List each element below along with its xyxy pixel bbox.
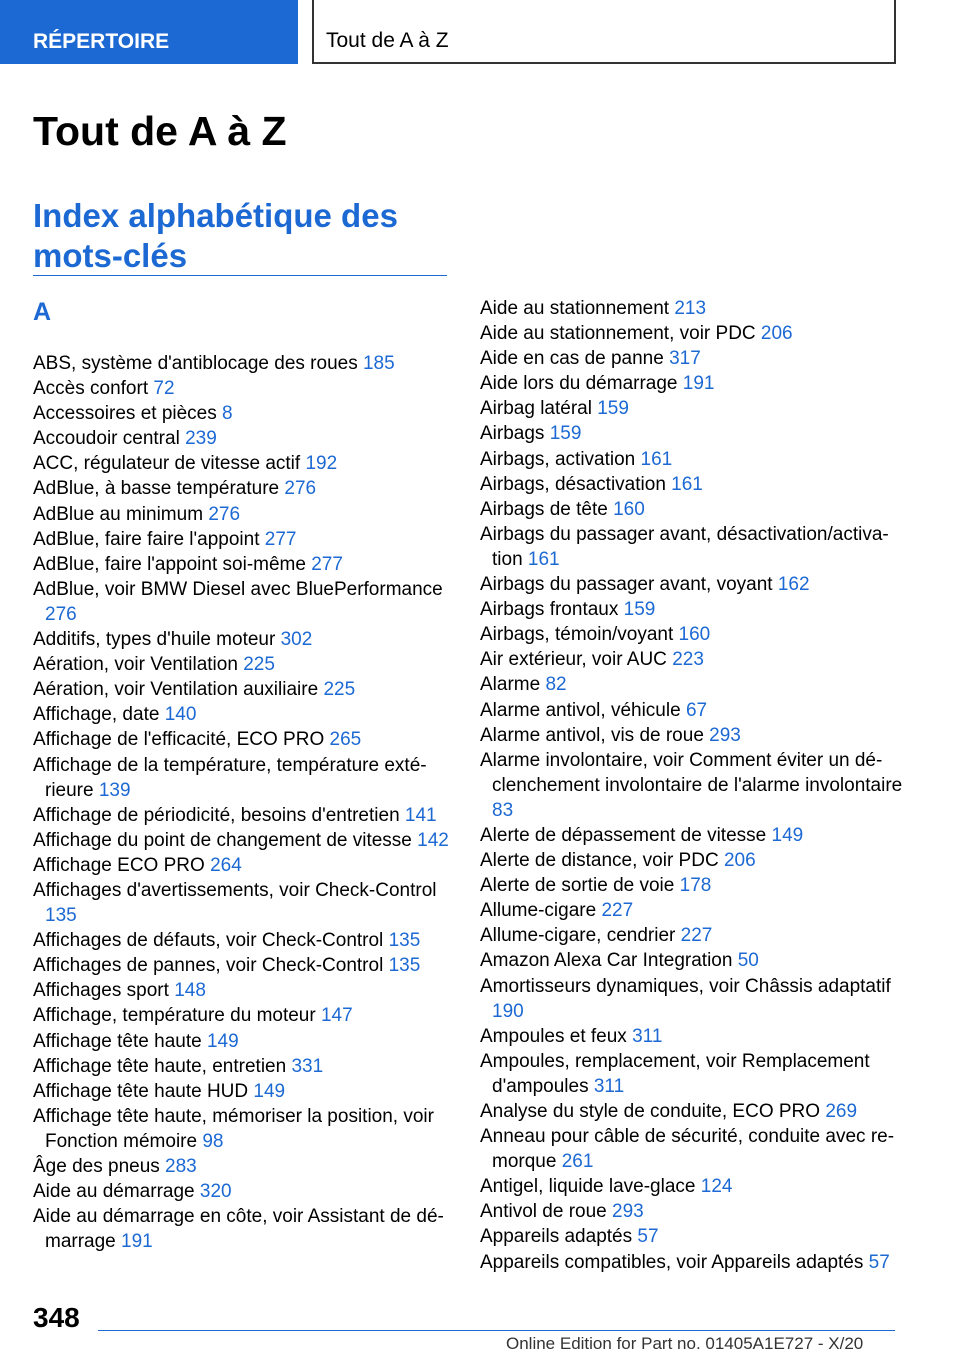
index-entry xyxy=(33,1054,453,1079)
footer-divider xyxy=(98,1330,895,1331)
index-entry-page-link[interactable]: 277 xyxy=(311,553,343,575)
index-entry-page-link[interactable]: 135 xyxy=(388,930,421,952)
index-entry-page-link[interactable]: 206 xyxy=(723,850,756,872)
index-entry-page-link[interactable]: 139 xyxy=(98,779,131,801)
index-entry-page-link[interactable]: 57 xyxy=(637,1226,659,1248)
index-entry xyxy=(480,948,910,973)
index-entry-page-link[interactable]: 161 xyxy=(640,448,673,470)
index-entry-page-link[interactable]: 83 xyxy=(492,799,514,821)
index-entry-page-link[interactable]: 82 xyxy=(545,674,567,696)
index-entry-page-link[interactable]: 239 xyxy=(185,428,217,450)
index-entry-term: Affichage, température du moteur xyxy=(33,1005,316,1027)
index-entry-term: Airbags de tête xyxy=(480,498,608,520)
index-entry-page-link[interactable]: 8 xyxy=(222,403,233,425)
index-entry-term: Airbags du passager avant, voyant xyxy=(480,574,773,596)
index-entry xyxy=(33,552,453,577)
index-entry xyxy=(480,1024,910,1049)
index-entry-term: ABS, système d'antiblocage des roues xyxy=(33,353,358,374)
index-entry-term: Affichage tête haute, mémoriser la position, voir Fonction mémoire xyxy=(33,1105,434,1152)
index-entry xyxy=(33,1154,453,1179)
index-entry-page-link[interactable]: 67 xyxy=(685,699,708,721)
index-entry-page-link[interactable]: 311 xyxy=(632,1025,663,1047)
page-subtitle: Index alphabétique des mots-clés xyxy=(33,197,398,274)
index-entry-term: Allume-cigare xyxy=(480,900,597,922)
index-entry-page-link[interactable]: 227 xyxy=(601,900,634,922)
index-entry xyxy=(480,497,910,522)
index-entry xyxy=(33,1104,453,1154)
index-entry-term: Aide au stationnement xyxy=(480,298,670,319)
index-entry xyxy=(480,672,910,697)
index-entry-page-link[interactable]: 225 xyxy=(323,679,356,701)
index-entry-term: Aide au stationnement, voir PDC xyxy=(480,323,756,345)
index-entry-page-link[interactable]: 320 xyxy=(199,1181,232,1203)
index-entry xyxy=(480,622,910,647)
index-entry xyxy=(33,677,453,702)
index-entry-term: Airbag latéral xyxy=(480,398,592,420)
index-entry-term: Aide au démarrage xyxy=(33,1181,195,1203)
index-entry xyxy=(33,753,453,803)
index-entry xyxy=(33,577,453,627)
index-entry xyxy=(480,597,910,622)
index-entry-term: Alerte de sortie de voie xyxy=(480,875,675,897)
index-entry-page-link[interactable]: 265 xyxy=(329,729,362,751)
index-entry-term: Alarme antivol, véhicule xyxy=(480,699,681,721)
index-entry-term: AdBlue, à basse température xyxy=(33,478,280,500)
index-entry xyxy=(33,1179,453,1204)
index-entry-page-link[interactable]: 192 xyxy=(305,453,338,475)
index-entry xyxy=(33,502,453,527)
index-entry xyxy=(480,572,910,597)
index-entry-page-link[interactable]: 148 xyxy=(174,980,206,1002)
index-entry-page-link[interactable]: 178 xyxy=(679,875,712,897)
index-entry xyxy=(480,1250,910,1275)
index-entry xyxy=(480,296,910,321)
index-entry xyxy=(480,1224,910,1249)
index-entry-page-link[interactable]: 135 xyxy=(45,905,77,927)
footer-edition: Online Edition for Part no. 01405A1E727 - X/20 xyxy=(506,1334,864,1353)
subtitle-divider xyxy=(33,275,447,276)
index-entry xyxy=(480,371,910,396)
index-entry xyxy=(480,698,910,723)
index-entry xyxy=(480,823,910,848)
index-entry-term: ACC, régulateur de vitesse actif xyxy=(33,453,301,475)
index-entry-term: Aération, voir Ventilation auxiliaire xyxy=(33,679,319,701)
index-entry-page-link[interactable]: 276 xyxy=(208,503,241,525)
index-entry-page-link[interactable]: 50 xyxy=(737,950,759,972)
index-entry-term: Airbags xyxy=(480,423,545,445)
index-entry xyxy=(33,527,453,552)
index-entry xyxy=(480,447,910,472)
index-entry-page-link[interactable]: 159 xyxy=(597,398,629,420)
index-entry-page-link[interactable]: 159 xyxy=(623,599,656,621)
index-entry-term: Âge des pneus xyxy=(33,1156,160,1177)
index-entry xyxy=(480,396,910,421)
index-entry-term: Accessoires et pièces xyxy=(33,403,217,425)
index-entry xyxy=(480,873,910,898)
index-entry-page-link[interactable]: 140 xyxy=(164,704,197,726)
index-entry-page-link[interactable]: 162 xyxy=(777,574,810,596)
index-entry-page-link[interactable]: 227 xyxy=(680,925,713,947)
index-entry-page-link[interactable]: 147 xyxy=(320,1005,353,1027)
index-entry xyxy=(33,1079,453,1104)
running-header xyxy=(312,0,896,64)
index-entry xyxy=(480,321,910,346)
index-entry-page-link[interactable]: 160 xyxy=(678,624,711,646)
index-entry-page-link[interactable]: 283 xyxy=(165,1156,197,1177)
index-entry xyxy=(480,472,910,497)
index-entry-term: Alerte de distance, voir PDC xyxy=(480,850,719,872)
index-entry-page-link[interactable]: 142 xyxy=(417,829,449,851)
index-entry-term: Affichages de pannes, voir Check-Control xyxy=(33,955,384,977)
index-entry-page-link[interactable]: 160 xyxy=(613,498,645,520)
index-entry-term: Affichage de l'efficacité, ECO PRO xyxy=(33,729,325,751)
index-entry-page-link[interactable]: 185 xyxy=(362,353,395,374)
index-entry-term: Alerte de dépassement de vitesse xyxy=(480,824,767,846)
index-entry xyxy=(480,346,910,371)
section-tab-label: RÉPERTOIRE xyxy=(33,30,170,53)
index-entry-page-link[interactable]: 293 xyxy=(612,1201,644,1223)
index-entry-page-link[interactable]: 124 xyxy=(700,1176,733,1198)
running-header-title: Tout de A à Z xyxy=(326,29,449,52)
index-entry xyxy=(480,1174,910,1199)
index-letter-heading: A xyxy=(33,298,52,326)
index-column-left xyxy=(33,351,453,1254)
index-entry-term: Airbags du passager avant, désactivation/activation xyxy=(480,523,889,570)
index-entry xyxy=(33,978,453,1003)
index-entry-term: Affichage tête haute, entretien xyxy=(33,1055,287,1077)
index-entry xyxy=(33,878,453,928)
index-entry-page-link[interactable]: 302 xyxy=(280,629,313,651)
index-entry-term: Affichage tête haute HUD xyxy=(33,1080,249,1102)
index-entry-page-link[interactable]: 141 xyxy=(404,804,437,826)
index-entry xyxy=(33,803,453,828)
index-entry-page-link[interactable]: 311 xyxy=(593,1075,625,1097)
index-entry-term: Alarme involontaire, voir Comment éviter un déclenchement involontaire de l'alarme involontaire xyxy=(480,749,903,796)
index-entry-page-link[interactable]: 191 xyxy=(121,1231,153,1253)
index-entry xyxy=(33,351,453,376)
index-entry-term: Antivol de roue xyxy=(480,1201,607,1223)
index-entry xyxy=(33,376,453,401)
index-entry-page-link[interactable]: 135 xyxy=(388,955,421,977)
index-column-right xyxy=(480,296,910,1275)
index-entry xyxy=(33,652,453,677)
index-entry-term: AdBlue, faire l'appoint soi-même xyxy=(33,553,306,575)
index-entry xyxy=(33,1204,453,1254)
index-entry-term: Affichages de défauts, voir Check-Control xyxy=(33,930,384,952)
index-entry-term: Affichages sport xyxy=(33,980,169,1002)
index-entry xyxy=(33,426,453,451)
index-entry-page-link[interactable]: 213 xyxy=(674,298,707,319)
index-entry-term: Anneau pour câble de sécurité, conduite avec remorque xyxy=(480,1126,895,1173)
index-entry xyxy=(480,421,910,446)
index-entry-term: Amortisseurs dynamiques, voir Châssis adaptatif xyxy=(480,975,891,997)
index-entry-term: Airbags, activation xyxy=(480,448,636,470)
index-entry xyxy=(33,476,453,501)
index-entry xyxy=(33,828,453,853)
index-entry-page-link[interactable]: 277 xyxy=(264,528,297,550)
index-entry-page-link[interactable]: 225 xyxy=(243,654,275,676)
index-entry-term: Accès confort xyxy=(33,378,149,400)
index-entry-term: Ampoules, remplacement, voir Remplacement d'ampoules xyxy=(480,1050,870,1097)
index-entry xyxy=(33,928,453,953)
index-entry-term: Appareils compatibles, voir Appareils adaptés xyxy=(480,1251,864,1273)
index-entry-term: AdBlue, voir BMW Diesel avec BluePerformance xyxy=(33,578,443,600)
index-entry-term: Ampoules et feux xyxy=(480,1025,627,1047)
index-entry-term: Aération, voir Ventilation xyxy=(33,654,238,676)
index-entry-page-link[interactable]: 72 xyxy=(153,378,175,400)
index-entry xyxy=(480,1049,910,1099)
index-entry xyxy=(33,627,453,652)
index-entry-term: Amazon Alexa Car Integration xyxy=(480,950,733,972)
index-entry-term: Appareils adaptés xyxy=(480,1226,633,1248)
index-entry xyxy=(480,647,910,672)
index-entry xyxy=(33,702,453,727)
index-entry-page-link[interactable]: 159 xyxy=(549,423,582,445)
index-entry-page-link[interactable]: 190 xyxy=(492,1000,524,1022)
index-entry-page-link[interactable]: 191 xyxy=(682,373,715,395)
index-entry xyxy=(33,401,453,426)
index-entry-term: Affichages d'avertissements, voir Check-Control xyxy=(33,879,437,901)
index-entry-page-link[interactable]: 206 xyxy=(760,323,793,345)
index-entry xyxy=(33,451,453,476)
index-entry-term: Airbags, désactivation xyxy=(480,473,666,495)
index-entry-page-link[interactable]: 331 xyxy=(291,1055,324,1077)
index-entry xyxy=(33,727,453,752)
index-entry-page-link[interactable]: 261 xyxy=(561,1151,594,1173)
index-entry-term: Aide lors du démarrage xyxy=(480,373,678,395)
index-entry-page-link[interactable]: 149 xyxy=(253,1080,286,1102)
index-entry-term: Accoudoir central xyxy=(33,428,180,450)
index-entry-term: Aide en cas de panne xyxy=(480,348,664,370)
index-entry xyxy=(480,1124,910,1174)
index-entry xyxy=(480,1099,910,1124)
index-entry-page-link[interactable]: 149 xyxy=(771,824,804,846)
index-entry-page-link[interactable]: 264 xyxy=(210,854,242,876)
index-entry-page-link[interactable]: 293 xyxy=(709,724,741,746)
index-entry-term: AdBlue au minimum xyxy=(33,503,204,525)
index-entry-term: Additifs, types d'huile moteur xyxy=(33,629,276,651)
index-entry-term: Alarme antivol, vis de roue xyxy=(480,724,704,746)
index-entry-term: Affichage de la température, température extérieure xyxy=(33,754,427,801)
index-entry-page-link[interactable]: 161 xyxy=(671,473,703,495)
index-entry-term: Affichage du point de changement de vitesse xyxy=(33,829,412,851)
index-entry xyxy=(480,748,910,823)
page-number: 348 xyxy=(33,1302,80,1333)
index-entry-term: AdBlue, faire faire l'appoint xyxy=(33,528,260,550)
index-entry xyxy=(480,522,910,572)
index-entry-page-link[interactable]: 161 xyxy=(527,548,560,570)
index-entry xyxy=(480,923,910,948)
index-entry-page-link[interactable]: 57 xyxy=(868,1251,890,1273)
index-entry xyxy=(33,1029,453,1054)
index-entry xyxy=(480,898,910,923)
index-entry xyxy=(480,974,910,1024)
index-entry xyxy=(480,848,910,873)
index-entry-page-link[interactable]: 276 xyxy=(284,478,317,500)
page-title: Tout de A à Z xyxy=(33,108,287,154)
index-entry xyxy=(33,1003,453,1028)
index-entry-page-link[interactable]: 149 xyxy=(206,1030,239,1052)
index-entry-term: Affichage de périodicité, besoins d'entretien xyxy=(33,804,400,826)
index-entry-page-link[interactable]: 98 xyxy=(202,1130,224,1152)
index-entry-term: Airbags frontaux xyxy=(480,599,619,621)
index-entry-term: Airbags, témoin/voyant xyxy=(480,624,674,646)
index-entry-term: Analyse du style de conduite, ECO PRO xyxy=(480,1101,821,1122)
index-entry xyxy=(480,723,910,748)
index-entry xyxy=(480,1199,910,1224)
index-entry-term: Antigel, liquide lave-glace xyxy=(480,1176,696,1198)
index-entry-term: Affichage, date xyxy=(33,704,160,726)
index-entry-page-link[interactable]: 276 xyxy=(45,603,77,625)
index-entry-term: Affichage tête haute xyxy=(33,1030,202,1052)
index-entry-page-link[interactable]: 317 xyxy=(669,348,701,370)
index-entry-term: Air extérieur, voir AUC xyxy=(480,649,667,671)
index-entry-term: Allume-cigare, cendrier xyxy=(480,925,676,947)
index-entry-page-link[interactable]: 223 xyxy=(672,649,704,671)
index-entry-term: Affichage ECO PRO xyxy=(33,854,205,876)
index-entry xyxy=(33,953,453,978)
index-entry-term: Aide au démarrage en côte, voir Assistant de démarrage xyxy=(33,1206,444,1253)
index-entry-term: Alarme xyxy=(480,674,541,696)
index-entry xyxy=(33,853,453,878)
index-entry-page-link[interactable]: 269 xyxy=(825,1101,858,1122)
section-tab xyxy=(0,0,298,64)
